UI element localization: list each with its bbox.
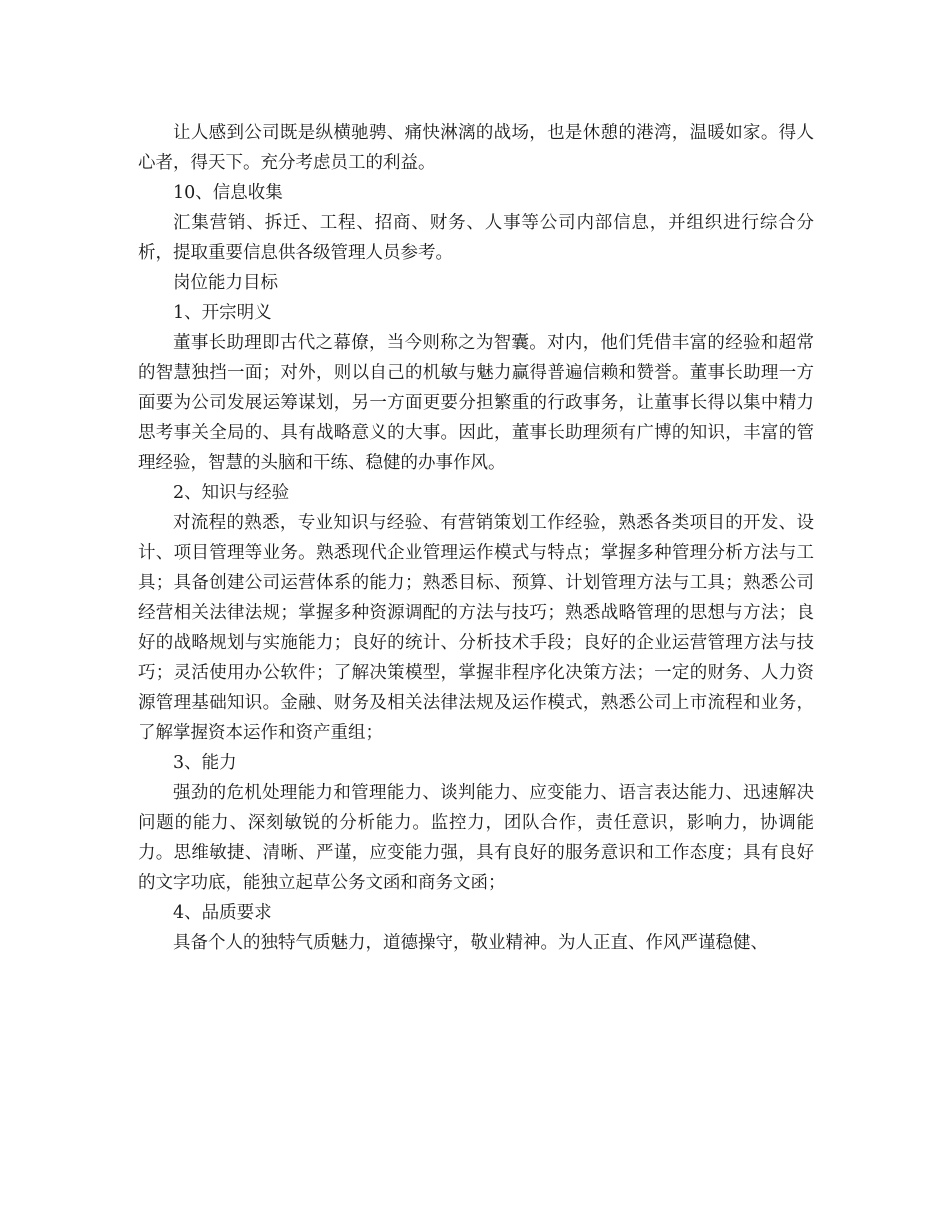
paragraph-knowledge-experience: 对流程的熟悉，专业知识与经验、有营销策划工作经验，熟悉各类项目的开发、设计、项目管理等业务。熟悉现代企业管理运作模式与特点；掌握多种管理分析方法与工具；具备创建公司运营体系的能力；熟悉目标、预算、计划管理方法与工具；熟悉公司经营相关法律法规；掌握多种资源调配的方法与技巧；熟悉战略管理的思想与方法；良好的战略规划与实施能力；良好的统计、分析技术手段；良好的企业运营管理方法与技巧；灵活使用办公软件；了解决策模型，掌握非程序化决策方法；一定的财务、人力资源管理基础知识。金融、财务及相关法律法规及运作模式，熟悉公司上市流程和业务，了解掌握资本运作和资产重组； xyxy=(138,513,814,743)
paragraph-chairman-assistant-role: 董事长助理即古代之幕僚，当今则称之为智囊。对内，他们凭借丰富的经验和超常的智慧独挡一面；对外，则以自己的机敏与魅力赢得普遍信赖和赞誉。董事长助理一方面要为公司发展运筹谋划，另一方面更要分担繁重的行政事务，让董事长得以集中精力思考事关全局的、具有战略意义的大事。因此，董事长助理须有广博的知识，丰富的管理经验，智慧的头脑和干练、稳健的办事作风。 xyxy=(138,333,814,473)
paragraph-information-collection: 汇集营销、拆迁、工程、招商、财务、人事等公司内部信息，并组织进行综合分析，提取重要信息供各级管理人员参考。 xyxy=(138,213,814,263)
heading-information-collection: 10、信息收集 xyxy=(173,183,283,203)
heading-quality-requirements: 4、品质要求 xyxy=(173,903,272,923)
paragraph-quality-requirements: 具备个人的独特气质魅力，道德操守，敬业精神。为人正直、作风严谨稳健、 xyxy=(173,933,768,953)
paragraph-company-atmosphere: 让人感到公司既是纵横驰骋、痛快淋漓的战场，也是休憩的港湾，温暖如家。得人心者，得天下。充分考虑员工的利益。 xyxy=(138,123,814,173)
document-body xyxy=(138,118,814,958)
paragraph-ability: 强劲的危机处理能力和管理能力、谈判能力、应变能力、语言表达能力、迅速解决问题的能力、深刻敏锐的分析能力。监控力，团队合作，责任意识，影响力，协调能力。思维敏捷、清晰、严谨，应变能力强，具有良好的服务意识和工作态度；具有良好的文字功底，能独立起草公务文函和商务文函； xyxy=(138,783,814,893)
heading-ability: 3、能力 xyxy=(173,753,237,773)
heading-knowledge-experience: 2、知识与经验 xyxy=(173,483,290,503)
heading-opening-statement: 1、开宗明义 xyxy=(173,303,272,323)
heading-position-ability-goals: 岗位能力目标 xyxy=(173,273,278,293)
